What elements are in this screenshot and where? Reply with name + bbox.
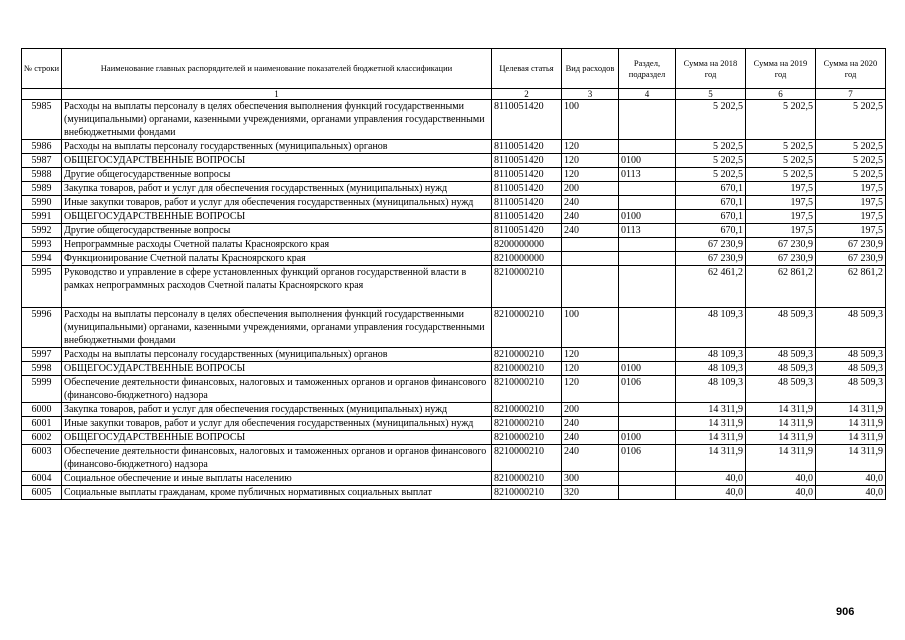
row-target-code: 8110051420: [492, 168, 562, 182]
row-target-code: 8210000210: [492, 445, 562, 472]
row-section: 0106: [619, 376, 676, 403]
row-sum-2020: 40,0: [816, 472, 886, 486]
row-target-code: 8210000000: [492, 252, 562, 266]
row-number: 5994: [22, 252, 62, 266]
row-target-code: 8110051420: [492, 100, 562, 140]
row-target-code: 8210000210: [492, 472, 562, 486]
row-sum-2020: 62 861,2: [816, 266, 886, 308]
row-sum-2019: 67 230,9: [746, 252, 816, 266]
column-number: 1: [62, 89, 492, 100]
row-sum-2018: 62 461,2: [676, 266, 746, 308]
row-target-code: 8210000210: [492, 431, 562, 445]
row-sum-2018: 670,1: [676, 182, 746, 196]
row-sum-2018: 48 109,3: [676, 308, 746, 348]
column-number: 6: [746, 89, 816, 100]
row-sum-2019: 40,0: [746, 486, 816, 500]
row-target-code: 8110051420: [492, 182, 562, 196]
table-row: [22, 140, 886, 154]
table-row: [22, 100, 886, 140]
row-target-code: 8210000210: [492, 308, 562, 348]
row-section: [619, 252, 676, 266]
row-sum-2020: 67 230,9: [816, 238, 886, 252]
row-section: 0106: [619, 445, 676, 472]
column-number: 7: [816, 89, 886, 100]
row-section: [619, 196, 676, 210]
row-expense-type: 100: [562, 308, 619, 348]
row-sum-2019: 197,5: [746, 210, 816, 224]
table-row: [22, 362, 886, 376]
row-sum-2020: 67 230,9: [816, 252, 886, 266]
row-sum-2019: 5 202,5: [746, 100, 816, 140]
table-row: [22, 486, 886, 500]
row-number: 6005: [22, 486, 62, 500]
row-target-code: 8110051420: [492, 224, 562, 238]
row-target-code: 8210000210: [492, 376, 562, 403]
row-number: 5988: [22, 168, 62, 182]
row-section: [619, 238, 676, 252]
row-section: [619, 472, 676, 486]
row-sum-2018: 48 109,3: [676, 376, 746, 403]
column-number: 5: [676, 89, 746, 100]
header-row: [22, 49, 886, 89]
row-sum-2020: 48 509,3: [816, 362, 886, 376]
row-number: 6001: [22, 417, 62, 431]
row-sum-2018: 670,1: [676, 210, 746, 224]
budget-table: [21, 48, 886, 500]
row-sum-2020: 14 311,9: [816, 445, 886, 472]
row-expense-type: 200: [562, 403, 619, 417]
row-sum-2018: 5 202,5: [676, 140, 746, 154]
row-target-code: 8110051420: [492, 140, 562, 154]
row-name: Другие общегосударственные вопросы: [62, 168, 492, 182]
row-sum-2020: 5 202,5: [816, 154, 886, 168]
row-expense-type: [562, 252, 619, 266]
row-expense-type: 240: [562, 196, 619, 210]
row-sum-2020: 14 311,9: [816, 403, 886, 417]
header-row-no: № строки: [22, 49, 62, 89]
row-name: Закупка товаров, работ и услуг для обеспечения государственных (муниципальных) нужд: [62, 182, 492, 196]
row-name: Расходы на выплаты персоналу государственных (муниципальных) органов: [62, 348, 492, 362]
table-row: [22, 403, 886, 417]
row-target-code: 8110051420: [492, 196, 562, 210]
table-row: [22, 154, 886, 168]
table-row: [22, 472, 886, 486]
row-name: Другие общегосударственные вопросы: [62, 224, 492, 238]
row-number: 5996: [22, 308, 62, 348]
row-name: ОБЩЕГОСУДАРСТВЕННЫЕ ВОПРОСЫ: [62, 210, 492, 224]
row-sum-2018: 48 109,3: [676, 348, 746, 362]
row-number: 5989: [22, 182, 62, 196]
row-sum-2019: 197,5: [746, 182, 816, 196]
row-expense-type: 100: [562, 100, 619, 140]
row-sum-2018: 5 202,5: [676, 100, 746, 140]
table-row: [22, 182, 886, 196]
table-row: [22, 445, 886, 472]
row-section: 0113: [619, 224, 676, 238]
row-number: 5987: [22, 154, 62, 168]
row-name: ОБЩЕГОСУДАРСТВЕННЫЕ ВОПРОСЫ: [62, 431, 492, 445]
row-target-code: 8210000210: [492, 486, 562, 500]
table-row: [22, 238, 886, 252]
column-number: 4: [619, 89, 676, 100]
row-target-code: 8210000210: [492, 362, 562, 376]
row-section: [619, 182, 676, 196]
table-row: [22, 210, 886, 224]
row-sum-2020: 197,5: [816, 182, 886, 196]
row-number: 5993: [22, 238, 62, 252]
row-name: ОБЩЕГОСУДАРСТВЕННЫЕ ВОПРОСЫ: [62, 154, 492, 168]
row-target-code: 8110051420: [492, 154, 562, 168]
table-row: [22, 168, 886, 182]
row-sum-2018: 14 311,9: [676, 431, 746, 445]
row-sum-2019: 40,0: [746, 472, 816, 486]
row-sum-2019: 5 202,5: [746, 168, 816, 182]
row-sum-2019: 5 202,5: [746, 140, 816, 154]
row-section: [619, 140, 676, 154]
row-name: Руководство и управление в сфере установленных функций органов государственной власти в рамках непрограммных расходов Счетной палаты Красноярского края: [62, 266, 492, 308]
row-section: 0100: [619, 210, 676, 224]
row-sum-2020: 48 509,3: [816, 348, 886, 362]
row-section: 0100: [619, 362, 676, 376]
row-section: [619, 100, 676, 140]
row-target-code: 8200000000: [492, 238, 562, 252]
row-number: 5995: [22, 266, 62, 308]
table-row: [22, 348, 886, 362]
row-number: 6000: [22, 403, 62, 417]
row-sum-2019: 14 311,9: [746, 445, 816, 472]
table-row: [22, 252, 886, 266]
row-target-code: 8210000210: [492, 403, 562, 417]
row-sum-2020: 5 202,5: [816, 168, 886, 182]
table-row: [22, 308, 886, 348]
row-section: 0113: [619, 168, 676, 182]
row-expense-type: 120: [562, 348, 619, 362]
row-expense-type: 240: [562, 210, 619, 224]
row-number: 5992: [22, 224, 62, 238]
row-expense-type: 300: [562, 472, 619, 486]
row-sum-2018: 670,1: [676, 224, 746, 238]
row-sum-2020: 5 202,5: [816, 140, 886, 154]
row-sum-2020: 197,5: [816, 224, 886, 238]
row-sum-2018: 5 202,5: [676, 168, 746, 182]
row-sum-2019: 48 509,3: [746, 348, 816, 362]
row-number: 6002: [22, 431, 62, 445]
row-expense-type: 240: [562, 445, 619, 472]
row-expense-type: 120: [562, 140, 619, 154]
page-number: 906: [836, 606, 855, 618]
column-number: 3: [562, 89, 619, 100]
row-sum-2020: 48 509,3: [816, 308, 886, 348]
header-expense-type: Вид расходов: [562, 49, 619, 89]
row-section: [619, 486, 676, 500]
row-expense-type: 320: [562, 486, 619, 500]
row-number: 5998: [22, 362, 62, 376]
row-section: [619, 403, 676, 417]
row-name: Обеспечение деятельности финансовых, налоговых и таможенных органов и органов финансового (финансово-бюджетного) надзора: [62, 376, 492, 403]
row-target-code: 8210000210: [492, 417, 562, 431]
row-section: [619, 308, 676, 348]
row-sum-2018: 14 311,9: [676, 417, 746, 431]
row-name: ОБЩЕГОСУДАРСТВЕННЫЕ ВОПРОСЫ: [62, 362, 492, 376]
table-row: [22, 376, 886, 403]
row-expense-type: [562, 266, 619, 308]
row-expense-type: 240: [562, 417, 619, 431]
row-name: Иные закупки товаров, работ и услуг для обеспечения государственных (муниципальных) нужд: [62, 417, 492, 431]
row-target-code: 8210000210: [492, 266, 562, 308]
row-section: [619, 417, 676, 431]
row-number: 5985: [22, 100, 62, 140]
header-section: Раздел, подраздел: [619, 49, 676, 89]
row-name: Расходы на выплаты персоналу в целях обеспечения выполнения функций государственными (муниципальными) органами, казенными учреждениями, органами управления государственными внебюджетными фондами: [62, 308, 492, 348]
header-sum-2019: Сумма на 2019 год: [746, 49, 816, 89]
row-sum-2018: 14 311,9: [676, 445, 746, 472]
row-name: Расходы на выплаты персоналу в целях обеспечения выполнения функций государственными (муниципальными) органами, казенными учреждениями, органами управления государственными внебюджетными фондами: [62, 100, 492, 140]
row-number: 5991: [22, 210, 62, 224]
row-sum-2018: 67 230,9: [676, 252, 746, 266]
table-row: [22, 266, 886, 308]
row-number: 6003: [22, 445, 62, 472]
row-expense-type: [562, 238, 619, 252]
row-sum-2019: 48 509,3: [746, 308, 816, 348]
row-name: Расходы на выплаты персоналу государственных (муниципальных) органов: [62, 140, 492, 154]
column-number: 2: [492, 89, 562, 100]
row-name: Социальные выплаты гражданам, кроме публичных нормативных социальных выплат: [62, 486, 492, 500]
row-sum-2020: 40,0: [816, 486, 886, 500]
row-sum-2018: 40,0: [676, 472, 746, 486]
row-sum-2020: 48 509,3: [816, 376, 886, 403]
row-expense-type: 120: [562, 154, 619, 168]
row-number: 5990: [22, 196, 62, 210]
row-sum-2019: 5 202,5: [746, 154, 816, 168]
row-section: [619, 348, 676, 362]
row-sum-2020: 197,5: [816, 210, 886, 224]
row-sum-2018: 48 109,3: [676, 362, 746, 376]
row-sum-2018: 670,1: [676, 196, 746, 210]
row-sum-2019: 14 311,9: [746, 431, 816, 445]
table-row: [22, 224, 886, 238]
row-expense-type: 200: [562, 182, 619, 196]
row-section: 0100: [619, 431, 676, 445]
row-name: Функционирование Счетной палаты Красноярского края: [62, 252, 492, 266]
row-target-code: 8210000210: [492, 348, 562, 362]
row-sum-2019: 14 311,9: [746, 403, 816, 417]
row-name: Иные закупки товаров, работ и услуг для обеспечения государственных (муниципальных) нужд: [62, 196, 492, 210]
row-sum-2019: 62 861,2: [746, 266, 816, 308]
row-name: Непрограммные расходы Счетной палаты Красноярского края: [62, 238, 492, 252]
row-expense-type: 240: [562, 224, 619, 238]
row-target-code: 8110051420: [492, 210, 562, 224]
row-sum-2020: 197,5: [816, 196, 886, 210]
row-name: Закупка товаров, работ и услуг для обеспечения государственных (муниципальных) нужд: [62, 403, 492, 417]
row-section: [619, 266, 676, 308]
row-sum-2018: 67 230,9: [676, 238, 746, 252]
row-name: Социальное обеспечение и иные выплаты населению: [62, 472, 492, 486]
row-sum-2018: 14 311,9: [676, 403, 746, 417]
row-expense-type: 120: [562, 362, 619, 376]
header-name: Наименование главных распорядителей и наименование показателей бюджетной классификации: [62, 49, 492, 89]
column-number: [22, 89, 62, 100]
row-number: 6004: [22, 472, 62, 486]
row-sum-2018: 5 202,5: [676, 154, 746, 168]
row-section: 0100: [619, 154, 676, 168]
header-target: Целевая статья: [492, 49, 562, 89]
table-body: [22, 100, 886, 500]
row-sum-2020: 5 202,5: [816, 100, 886, 140]
table-row: [22, 417, 886, 431]
header-sum-2018: Сумма на 2018 год: [676, 49, 746, 89]
row-sum-2019: 14 311,9: [746, 417, 816, 431]
row-sum-2019: 48 509,3: [746, 376, 816, 403]
row-sum-2018: 40,0: [676, 486, 746, 500]
row-sum-2020: 14 311,9: [816, 431, 886, 445]
row-expense-type: 240: [562, 431, 619, 445]
row-expense-type: 120: [562, 168, 619, 182]
row-sum-2019: 67 230,9: [746, 238, 816, 252]
row-sum-2019: 48 509,3: [746, 362, 816, 376]
column-number-row: [22, 89, 886, 100]
row-number: 5986: [22, 140, 62, 154]
row-expense-type: 120: [562, 376, 619, 403]
row-sum-2019: 197,5: [746, 224, 816, 238]
table-row: [22, 431, 886, 445]
row-sum-2020: 14 311,9: [816, 417, 886, 431]
row-sum-2019: 197,5: [746, 196, 816, 210]
row-name: Обеспечение деятельности финансовых, налоговых и таможенных органов и органов финансового (финансово-бюджетного) надзора: [62, 445, 492, 472]
header-sum-2020: Сумма на 2020 год: [816, 49, 886, 89]
table-row: [22, 196, 886, 210]
row-number: 5999: [22, 376, 62, 403]
row-number: 5997: [22, 348, 62, 362]
